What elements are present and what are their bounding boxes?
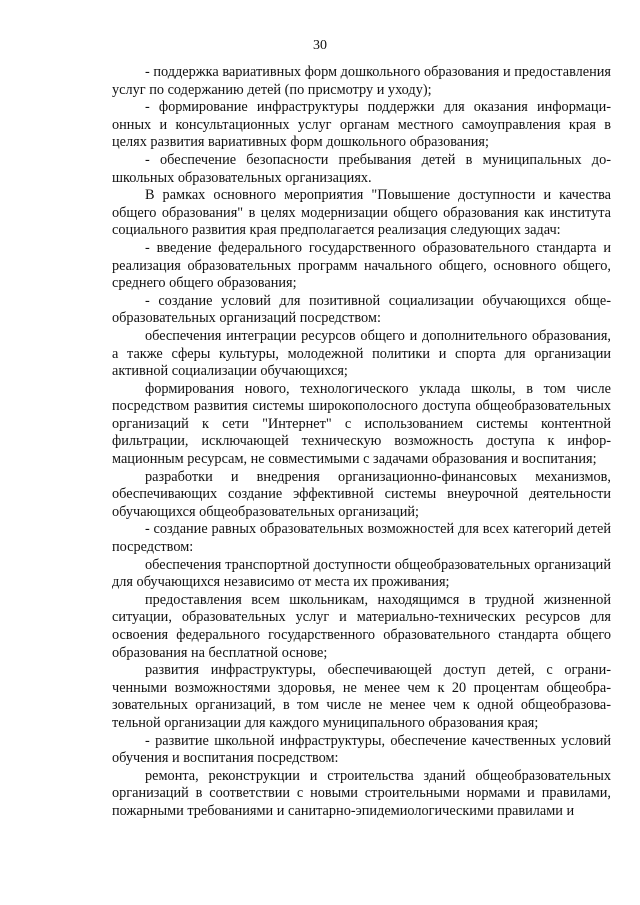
paragraph: обеспечения транспортной доступности общеобразовательных организаций для обучающихся независимо от места их проживания; — [112, 556, 611, 591]
paragraph: - создание равных образовательных возможностей для всех категорий детей посредством: — [112, 521, 611, 556]
paragraph: В рамках основного мероприятия "Повышение доступности и качества общего образования" в целях модернизации общего образования как института социального развития края предполагается реализация следующих задач: — [112, 187, 611, 239]
paragraph: - введение федерального государственного образовательного стандарта и реализация образовательных программ начального общего, основного общего, среднего общего образования; — [112, 239, 611, 292]
paragraph: - развитие школьной инфраструктуры, обеспечение качественных условий обучения и воспитания посредством: — [112, 732, 611, 767]
paragraph: ремонта, реконструкции и строительства зданий общеобразовательных организаций в соответствии с новыми строительными нормами и правилами, пожарными требованиями и санитарно-эпидемиологическими правилами и — [112, 767, 611, 819]
paragraph: - обеспечение безопасности пребывания детей в муниципальных дошкольных образовательных организациях. — [112, 151, 611, 186]
paragraph: - поддержка вариативных форм дошкольного образования и предоставления услуг по содержанию детей (по присмотру и уходу); — [112, 64, 611, 98]
paragraph: предоставления всем школьникам, находящимся в трудной жизненной ситуации, образовательных услуг и материально-технических ресурсов для освоения федерального государственного образовательного стандарта общего образования на бесплатной основе; — [112, 591, 611, 661]
paragraph: развития инфраструктуры, обеспечивающей доступ детей, с ограниченными возможностями здоровья, не менее чем к 20 процентам общеобразовательных организаций, в том числе не менее чем к одной общеобразовательной организации для каждого муниципального образования края; — [112, 662, 611, 731]
paragraph: - создание условий для позитивной социализации обучающихся общеобразовательных организаций посредством: — [112, 292, 611, 327]
paragraph: обеспечения интеграции ресурсов общего и дополнительного образования, а также сферы культуры, молодежной политики и спорта для организации активной социализации обучающихся; — [112, 327, 611, 380]
body-text — [112, 64, 611, 821]
paragraph: разработки и внедрения организационно-финансовых механизмов, обеспечивающих создание эффективной системы внеурочной деятельности обучающихся общеобразовательных организаций; — [112, 468, 611, 520]
paragraph: - формирование инфраструктуры поддержки для оказания информационных и консультационных услуг органам местного самоуправления края в целях развития вариативных форм дошкольного образования; — [112, 99, 611, 151]
paragraph: формирования нового, технологического уклада школы, в том числе посредством развития системы широкополосного доступа общеобразовательных организаций к сети "Интернет" с использованием системы контентной фильтрации, исключающей техническую возможность доступа к информационным ресурсам, не совместимыми с задачами образования и воспитания; — [112, 380, 611, 468]
page-number: 30 — [313, 38, 327, 53]
